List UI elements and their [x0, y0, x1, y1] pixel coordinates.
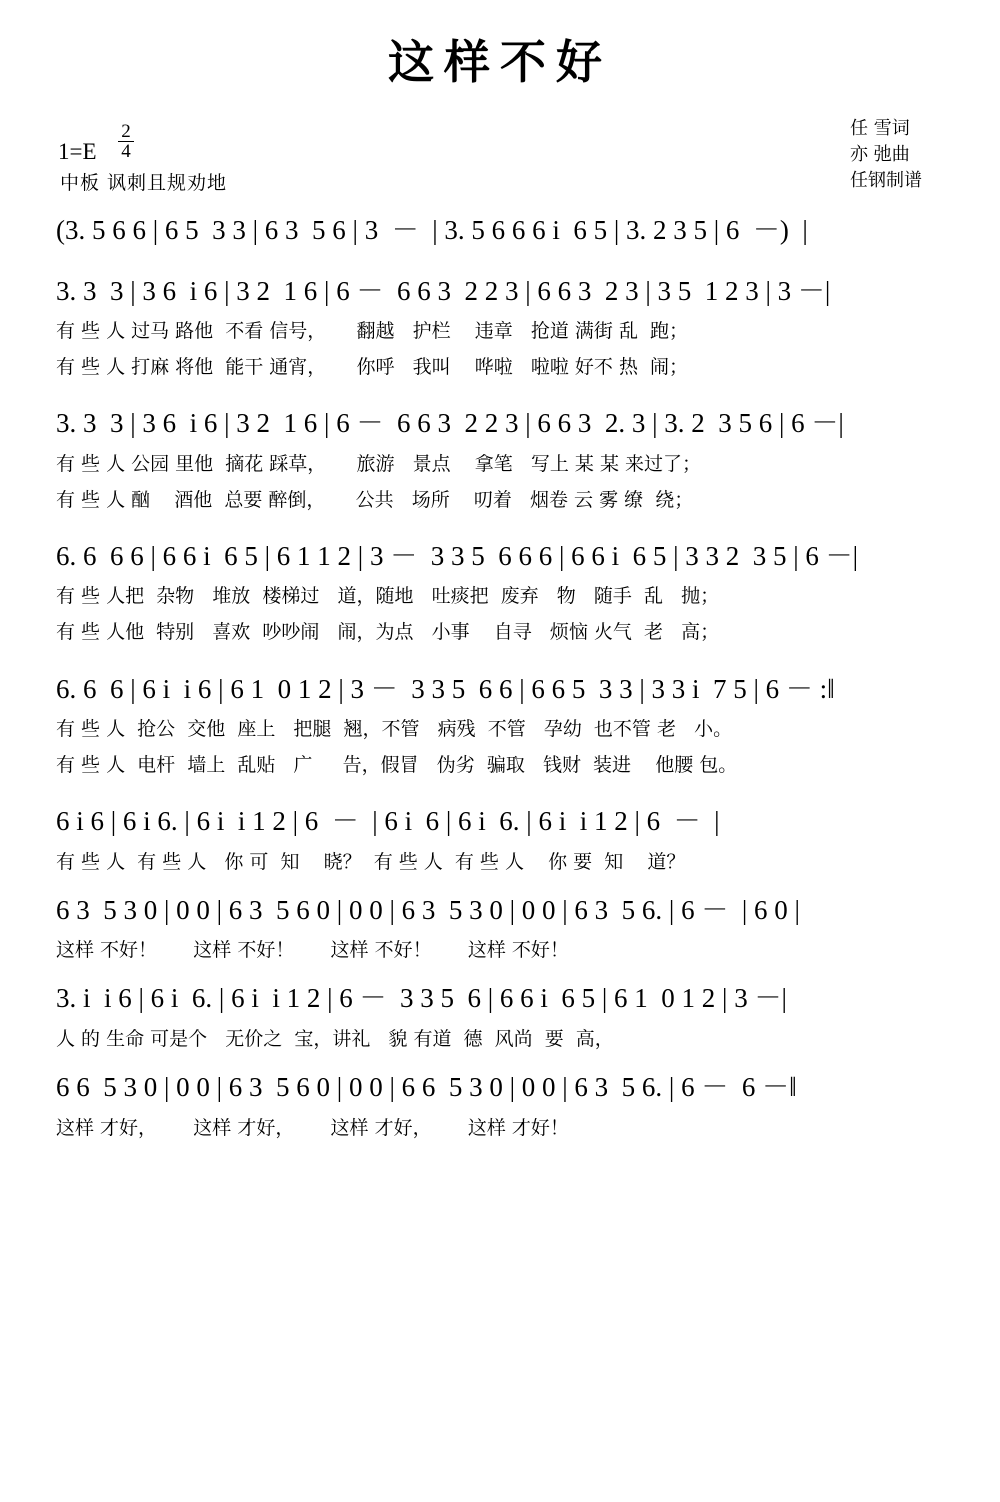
notation-line: 6 i 6 | 6 i 6. | 6 i i 1 2 | 6 － | 6 i 6 | 6 i 6. | 6 i i 1 2 | 6 － |: [56, 806, 720, 837]
notation-line: 3. i i 6 | 6 i 6. | 6 i i 1 2 | 6 － 3 3 5 6 | 6 6 i 6 5 | 6 1 0 1 2 | 3 －|: [56, 983, 787, 1014]
lyric-line-2: 有 些 人他 特别 喜欢 吵吵闹 闹，为点 小事 自寻 烦恼 火气 老 高；: [56, 621, 720, 644]
lyric-line-2: 有 些 人 酗 酒他 总要 醉倒， 公共 场所 叨着 烟卷 云 雾 缭 绕；: [56, 488, 694, 511]
lyric-line-1: 有 些 人 抢公 交他 座上 把腿 翘，不管 病残 不管 孕幼 也不管 老 小。: [56, 718, 733, 741]
lyric-line-1: 人 的 生命 可是个 无价之 宝，讲礼 貌 有道 德 风尚 要 高，: [56, 1027, 614, 1050]
credit-arranger: 任钢制谱: [850, 170, 922, 192]
system-verse3: [56, 536, 944, 651]
credit-composer: 亦 弛曲: [850, 144, 910, 166]
notation-line: 6 6 5 3 0 | 0 0 | 6 3 5 6 0 | 0 0 | 6 6 5 3 0 | 0 0 | 6 3 5 6. | 6 － 6 －‖: [56, 1072, 797, 1103]
lyric-line-1: 有 些 人 公园 里他 摘花 踩草， 旅游 景点 拿笔 写上 某 某 来过了；: [56, 452, 701, 475]
notation-line: (3. 5 6 6 | 6 5 3 3 | 6 3 5 6 | 3 － | 3. 5 6 6 6 i 6 5 | 3. 2 3 5 | 6 －) |: [56, 215, 808, 245]
lyric-line-1: 这样 不好！ 这样 不好！ 这样 不好！ 这样 不好！: [56, 939, 569, 962]
credit-lyricist: 任 雪词: [850, 118, 910, 139]
lyric-line-1: 有 些 人 有 些 人 你 可 知 晓？ 有 些 人 有 些 人 你 要 知 道？: [56, 850, 686, 873]
page-title: 这样不好: [388, 35, 612, 89]
lyric-line-2: 有 些 人 打麻 将他 能干 通宵， 你呼 我叫 哗啦 啦啦 好不 热 闹；: [56, 356, 689, 379]
system-bridge2: [56, 978, 944, 1057]
system-verse1: [56, 271, 944, 386]
system-refrain2: [56, 1067, 944, 1146]
lyric-line-1: 有 些 人把 杂物 堆放 楼梯过 道，随地 吐痰把 废弃 物 随手 乱 抛；: [56, 585, 720, 608]
key-signature: 1=E: [58, 139, 97, 164]
meter-numerator: 2: [118, 122, 134, 142]
sheet-music-page: [0, 26, 1000, 1502]
lyric-line-1: 有 些 人 过马 路他 不看 信号， 翻越 护栏 违章 抢道 满街 乱 跑；: [56, 320, 689, 342]
key-signature-block: [58, 121, 134, 165]
tempo-marking: 中板 讽刺且规劝地: [60, 172, 228, 194]
lyric-line-2: 有 些 人 电杆 墙上 乱贴 广 告，假冒 伪劣 骗取 钱财 装进 他腰 包。: [56, 754, 738, 777]
notation-line: 3. 3 3 | 3 6 i 6 | 3 2 1 6 | 6 － 6 6 3 2 2 3 | 6 6 3 2 3 | 3 5 1 2 3 | 3 －|: [56, 275, 831, 306]
credits-block: [850, 116, 922, 194]
system-refrain1: [56, 890, 944, 969]
notation-line: 6. 6 6 | 6 i i 6 | 6 1 0 1 2 | 3 － 3 3 5 6 6 | 6 6 5 3 3 | 3 3 i 7 5 | 6 － :‖: [56, 673, 835, 704]
time-signature: [118, 122, 134, 161]
system-bridge1: [56, 801, 944, 880]
system-verse4: [56, 669, 944, 784]
notation-line: 6. 6 6 6 | 6 6 i 6 5 | 6 1 1 2 | 3 － 3 3 5 6 6 6 | 6 6 i 6 5 | 3 3 2 3 5 | 6 －|: [56, 540, 859, 571]
lyric-line-1: 这样 才好， 这样 才好， 这样 才好， 这样 才好！: [56, 1116, 569, 1139]
notation-line: 6 3 5 3 0 | 0 0 | 6 3 5 6 0 | 0 0 | 6 3 5 3 0 | 0 0 | 6 3 5 6. | 6 － | 6 0 |: [56, 894, 800, 925]
header-row: [0, 120, 1000, 210]
system-verse2: [56, 403, 944, 518]
system-intro: [56, 210, 944, 251]
meter-denominator: 4: [121, 141, 131, 162]
notation-line: 3. 3 3 | 3 6 i 6 | 3 2 1 6 | 6 － 6 6 3 2 2 3 | 6 6 3 2. 3 | 3. 2 3 5 6 | 6 －|: [56, 408, 844, 439]
